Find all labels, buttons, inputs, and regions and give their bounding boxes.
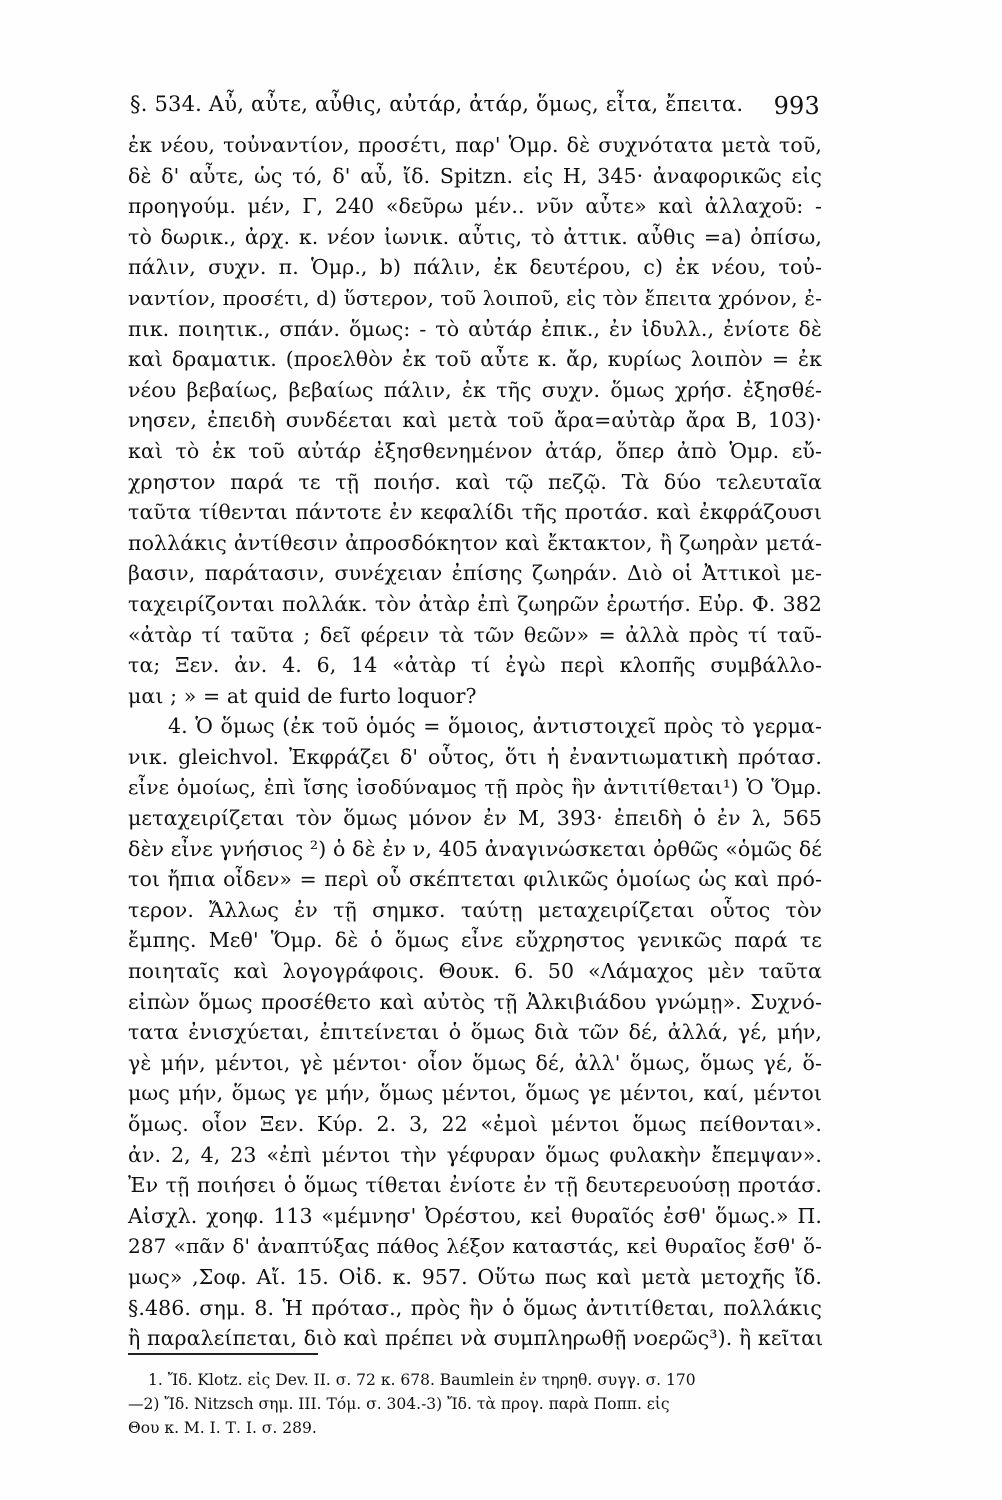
text-line: πικ. ποιητικ., σπάν. ὅμως: - τὸ αὐτάρ ἐπικ., ἐν ἰδυλλ., ἐνίοτε δὲ (128, 316, 822, 341)
text-line: βασιν, παράτασιν, συνέχειαν ἐπίσης ζωηράν. Διὸ οἱ Ἀττικοὶ με- (128, 561, 822, 586)
text-line: πολλάκις ἀντίθεσιν ἀπροσδόκητον καὶ ἔκτακτον, ἢ ζωηρὰν μετά- (128, 530, 822, 555)
text-line: δὲ δ' αὖτε, ὡς τό, δ' αὖ, ἴδ. Spitzn. εἰς Η, 345· ἀναφορικῶς εἰς (128, 163, 822, 188)
text-line: τοι ἤπια οἶδεν» = περὶ οὗ σκέπτεται φιλικῶς ὁμοίως ὡς καὶ πρό- (128, 867, 822, 892)
text-line: «ἀτὰρ τί ταῦτα ; δεῖ φέρειν τὰ τῶν θεῶν» = ἀλλὰ πρὸς τί ταῦ- (128, 622, 822, 647)
text-line: μαι ; » = at quid de furto loquor? (128, 683, 477, 708)
section-heading: §. 534. Αὖ, αὖτε, αὖθις, αὐτάρ, ἀτάρ, ὅμως, εἶτα, ἔπειτα. (130, 92, 744, 116)
text-line: μεταχειρίζεται τὸν ὅμως μόνον ἐν Μ, 393· ἐπειδὴ ὁ ἐν λ, 565 (128, 806, 822, 831)
text-line: εἰπὼν ὅμως προσέθετο καὶ αὐτὸς τῇ Ἀλκιβιάδου γνώμῃ». Συχνό- (128, 989, 822, 1014)
text-line: μως» ,Σοφ. Αἴ. 15. Οἰδ. κ. 957. Οὕτω πως καὶ μετὰ μετοχῆς ἴδ. (128, 1264, 822, 1289)
text-line: §.486. σημ. 8. Ἡ πρότασ., πρὸς ἣν ὁ ὅμως ἀντιτίθεται, πολλάκις (128, 1295, 822, 1320)
text-line: τερον. Ἄλλως ἐν τῇ σημκσ. ταύτῃ μεταχειρίζεται οὗτος τὸν (128, 897, 822, 922)
text-line: τα; Ξεν. ἀν. 4. 6, 14 «ἀτὰρ τί ἐγὼ περὶ κλοπῆς συμβάλλο- (128, 653, 822, 678)
footnote-line: —2) Ἴδ. Nitzsch σημ. III. Τόμ. σ. 304.-3) Ἴδ. τὰ προγ. παρὰ Ποππ. εἰς (128, 1395, 670, 1413)
text-line: πάλιν, συχν. π. Ὁμρ., b) πάλιν, ἐκ δευτέρου, c) ἐκ νέου, τοὐ- (128, 255, 822, 280)
text-line: 287 «πᾶν δ' ἀναπτύξας πάθος λέξον καταστάς, κεἰ θυραῖος ἔσθ' ὅ- (128, 1234, 822, 1259)
text-line: καὶ τὸ ἐκ τοῦ αὐτάρ ἐξησθενημένον ἀτάρ, ὅπερ ἀπὸ Ὁμρ. εὔ- (128, 438, 822, 463)
text-line: ποιηταῖς καὶ λογογράφοις. Θουκ. 6. 50 «Λάμαχος μὲν ταῦτα (128, 959, 822, 984)
text-line: ἐκ νέου, τοὐναντίον, προσέτι, παρ' Ὁμρ. δὲ συχνότατα μετὰ τοῦ, (128, 133, 822, 157)
text-line: εἶνε ὁμοίως, ἐπὶ ἴσης ἰσοδύναμος τῇ πρὸς ἣν ἀντιτίθεται¹) Ὁ Ὅμρ. (128, 775, 822, 800)
paragraph-start-line: 4. Ὁ ὅμως (ἐκ τοῦ ὁμός = ὅμοιος, ἀντιστοιχεῖ πρὸς τὸ γερμα- (168, 714, 822, 739)
text-line: ἔμπης. Μεθ' Ὅμρ. δὲ ὁ ὅμως εἶνε εὔχρηστος γενικῶς παρά τε (128, 928, 822, 953)
main-text (128, 130, 822, 1354)
text-line: δὲν εἶνε γνήσιος ²) ὁ δὲ ἐν ν, 405 ἀναγινώσκεται ὀρθῶς «ὁμῶς δέ (128, 836, 822, 861)
text-line: γὲ μήν, μέντοι, γὲ μέντοι· οἷον ὅμως δέ, ἀλλ' ὅμως, ὅμως γέ, ὅ- (128, 1050, 822, 1075)
text-line: ἢ παραλείπεται, διὸ καὶ πρέπει νὰ συμπληρωθῇ νοερῶς³). ἢ κεῖται (128, 1326, 824, 1351)
text-line: ταῦτα τίθενται πάντοτε ἐν κεφαλίδι τῆς προτάσ. καὶ ἐκφράζουσι (128, 500, 822, 525)
text-line: τὸ δωρικ., ἀρχ. κ. νέον ἰωνικ. αὖτις, τὸ ἀττικ. αὖθις =a) ὀπίσω, (128, 224, 822, 249)
text-line: μως μήν, ὅμως γε μήν, ὅμως μέντοι, ὅμως γε μέντοι, καί, μέντοι (128, 1081, 822, 1106)
footnote-divider (128, 1353, 318, 1355)
text-line: νικ. gleichvol. Ἐκφράζει δ' οὗτος, ὅτι ἡ ἐναντιωματικὴ πρότασ. (128, 744, 822, 769)
text-line: ὅμως. οἷον Ξεν. Κύρ. 2. 3, 22 «ἐμοὶ μέντοι ὅμως πείθονται». (128, 1112, 822, 1136)
text-line: τατα ἐνισχύεται, ἐπιτείνεται ὁ ὅμως διὰ τῶν δέ, ἀλλά, γέ, μήν, (128, 1020, 822, 1045)
text-line: νησεν, ἐπειδὴ συνδέεται καὶ μετὰ τοῦ ἄρα=αὐτὰρ ἄρα Β, 103)· (128, 408, 822, 433)
text-line: προηγούμ. μέν, Γ, 240 «δεῦρω μέν.. νῦν αὖτε» καὶ ἀλλαχοῦ: - (128, 194, 822, 219)
footnotes (128, 1368, 818, 1440)
text-line: καὶ δραματικ. (προελθὸν ἐκ τοῦ αὖτε κ. ἄρ, κυρίως λοιπὸν = ἐκ (128, 347, 822, 372)
text-line: ναντίον, προσέτι, d) ὕστερον, τοῦ λοιποῦ, εἰς τὸν ἔπειτα χρόνον, ἐ- (128, 285, 822, 310)
text-line: ἀν. 2, 4, 23 «ἐπὶ μέντοι τὴν γέφυραν ὅμως φυλακὴν ἔπεμψαν». (128, 1142, 822, 1167)
text-line: ταχειρίζονται πολλάκ. τὸν ἀτὰρ ἐπὶ ζωηρῶν ἐρωτήσ. Εὐρ. Φ. 382 (128, 591, 822, 616)
text-line: χρηστον παρά τε τῇ ποιήσ. καὶ τῷ πεζῷ. Τὰ δύο τελευταῖα (128, 469, 822, 494)
footnote-line: 1. Ἴδ. Klotz. εἰς Dev. II. σ. 72 κ. 678. Baumlein ἐν τηρηθ. συγγ. σ. 170 (148, 1371, 696, 1389)
text-line: Ἐν τῇ ποιήσει ὁ ὅμως τίθεται ἐνίοτε ἐν τῇ δευτερευούσῃ προτάσ. (128, 1173, 822, 1198)
page-number: 993 (773, 92, 820, 120)
footnote-line: Θου κ. Μ. I. Τ. I. σ. 289. (128, 1419, 317, 1437)
text-line: νέου βεβαίως, βεβαίως πάλιν, ἐκ τῆς συχν. ὅμως χρήσ. ἐξησθέ- (128, 377, 822, 402)
text-line: Αἰσχλ. χοηφ. 113 «μέμνησ' Ὀρέστου, κεἰ θυραῖός ἐσθ' ὅμως.» Π. (128, 1203, 822, 1228)
running-header (130, 92, 820, 126)
